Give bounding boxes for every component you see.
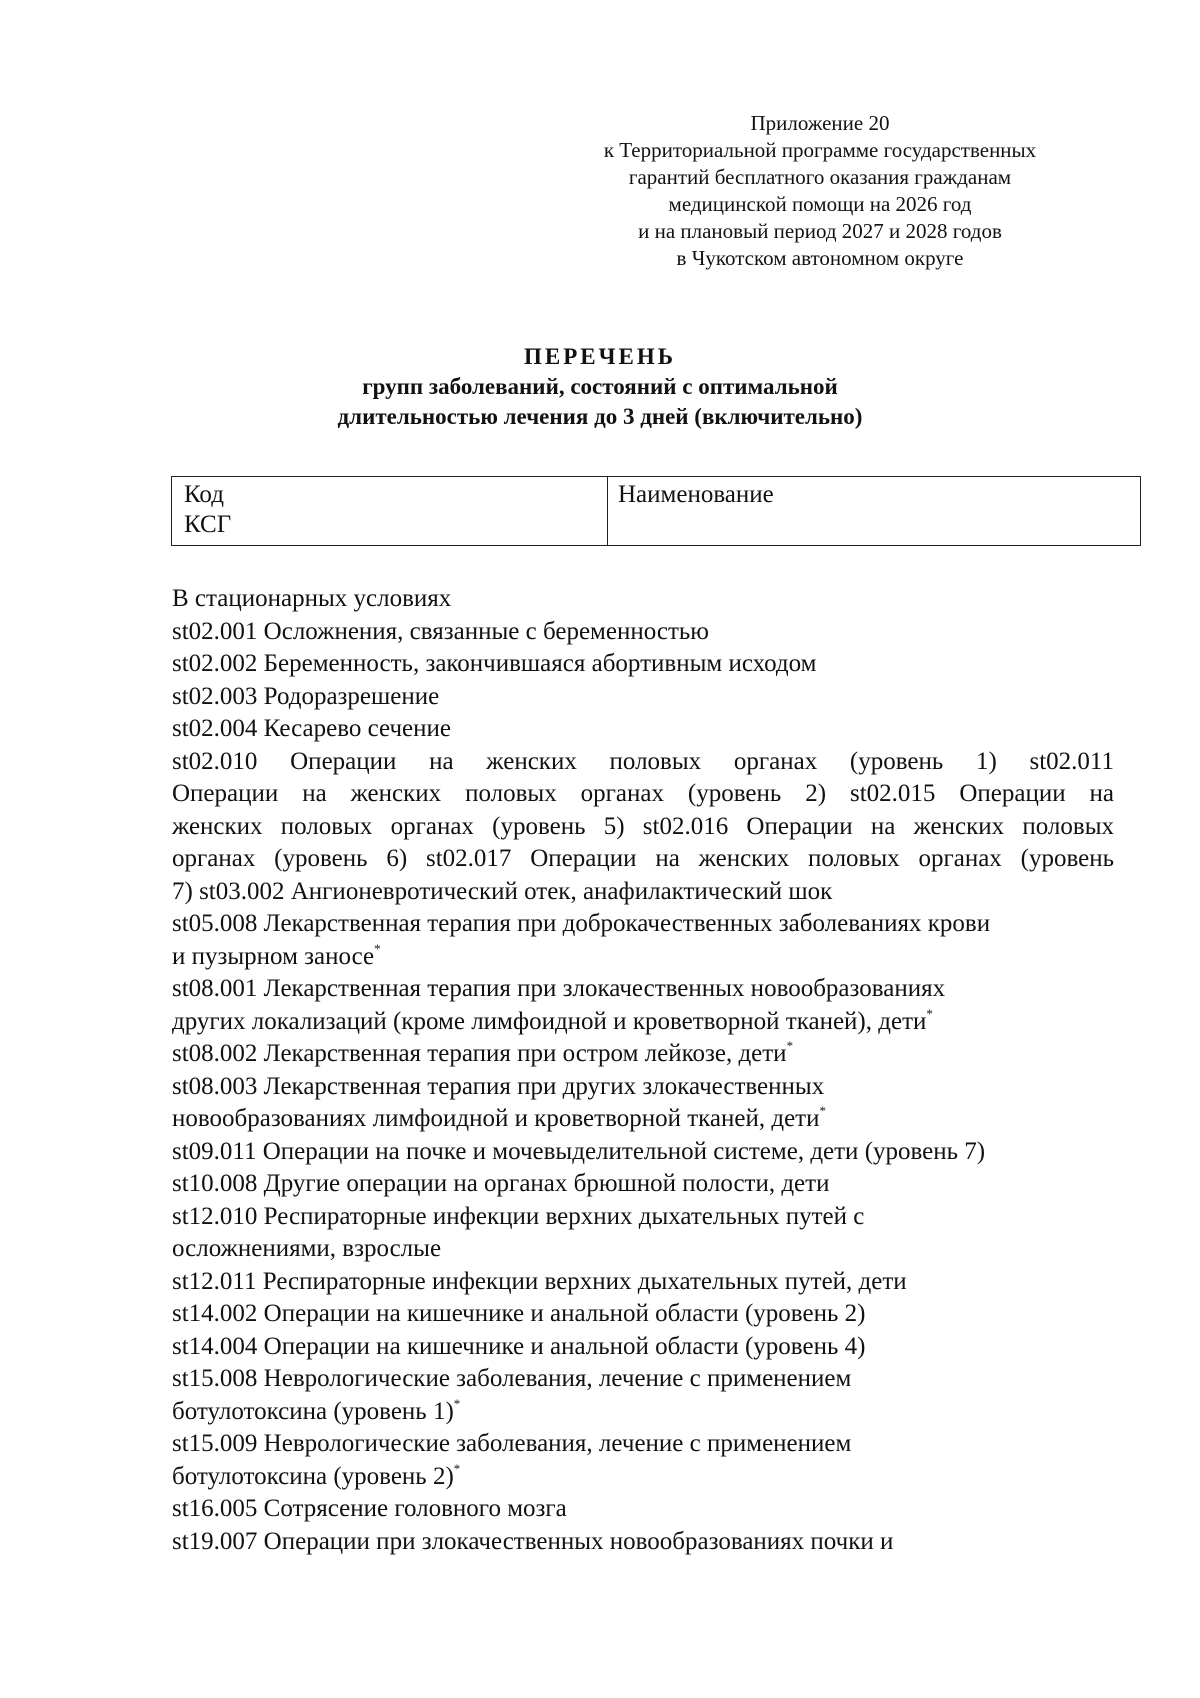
list-line-text: st05.008 Лекарственная терапия при доброкачественных заболеваниях крови: [172, 910, 991, 937]
appendix-line: медицинской помощи на 2026 год: [668, 192, 972, 216]
list-line-text: Операции на женских половых органах (уровень 2) st02.015 Операции на: [172, 780, 1114, 807]
list-line-text: st19.007 Операции при злокачественных новообразованиях почки и: [172, 1527, 894, 1555]
list-line: [172, 1363, 1114, 1396]
list-line: [172, 1461, 1114, 1494]
list-line: [172, 746, 1114, 779]
title-subline: групп заболеваний, состояний с оптимальной: [362, 374, 838, 399]
header-code-label: Код: [184, 481, 224, 508]
list-line-text: st08.003 Лекарственная терапия при других злокачественных: [172, 1072, 825, 1100]
list-line-text: st12.011 Респираторные инфекции верхних дыхательных путей, дети: [172, 1267, 907, 1295]
list-line-text: st15.008 Неврологические заболевания, лечение с применением: [172, 1365, 852, 1392]
appendix-line: к Территориальной программе государственных: [603, 138, 1037, 162]
list-line: [172, 908, 1114, 941]
list-line: [172, 941, 1114, 974]
list-line: [172, 973, 1114, 1006]
footnote-asterisk: *: [819, 1103, 826, 1118]
list-line: [172, 1331, 1114, 1364]
header-name-label: Наименование: [618, 481, 774, 508]
list-line-text: 7) st03.002 Ангионевротический отек, анафилактический шок: [172, 877, 833, 905]
list-line-text: других локализаций (кроме лимфоидной и кроветворной тканей), дети: [172, 1007, 927, 1035]
list-line: [172, 648, 1114, 681]
list-line-text: и пузырном заносе: [172, 942, 375, 970]
list-line-text: st02.004 Кесарево сечение: [172, 715, 451, 742]
list-line: [172, 713, 1114, 746]
header-cell-code: [172, 477, 608, 545]
appendix-line: в Чукотском автономном округе: [676, 246, 964, 270]
list-line: [172, 681, 1114, 714]
list-line-text: ботулотоксина (уровень 1): [172, 1397, 454, 1425]
list-line: [172, 1136, 1114, 1169]
list-line-text: st14.002 Операции на кишечнике и анальной области (уровень 2): [172, 1300, 866, 1327]
list-line-text: st02.003 Родоразрешение: [172, 682, 440, 710]
list-line: [172, 1201, 1114, 1234]
list-line: [172, 843, 1114, 876]
list-line-text: женских половых органах (уровень 5) st02.016 Операции на женских половых: [172, 812, 1114, 840]
list-line-text: ботулотоксина (уровень 2): [172, 1462, 454, 1490]
list-line: [172, 1396, 1114, 1429]
list-line: [172, 1038, 1114, 1071]
appendix-line: Приложение 20: [750, 111, 890, 135]
footnote-asterisk: *: [453, 1395, 461, 1411]
appendix-line: гарантий бесплатного оказания гражданам: [628, 165, 1012, 189]
ksg-list: [172, 583, 1114, 1558]
footnote-asterisk: *: [374, 940, 381, 956]
list-line: [172, 1233, 1114, 1266]
footnote-asterisk: *: [786, 1038, 794, 1053]
list-line: [172, 1006, 1114, 1039]
list-line-text: st12.010 Респираторные инфекции верхних дыхательных путей с: [172, 1202, 865, 1230]
list-line-text: st09.011 Операции на почке и мочевыделительной системе, дети (уровень 7): [172, 1137, 986, 1165]
title-subline: длительностью лечения до 3 дней (включительно): [337, 404, 863, 429]
list-line-text: новообразованиях лимфоидной и кроветворной тканей, дети: [172, 1105, 820, 1132]
list-line: [172, 1493, 1114, 1526]
list-line-text: В стационарных условиях: [172, 585, 452, 612]
list-line-text: st16.005 Сотрясение головного мозга: [172, 1495, 567, 1522]
appendix-header: [560, 110, 1080, 272]
list-line: [172, 583, 1114, 616]
list-line: [172, 811, 1114, 844]
list-line: [172, 1266, 1114, 1299]
list-line-text: st02.001 Осложнения, связанные с беременностью: [172, 617, 709, 645]
list-line-text: осложнениями, взрослые: [172, 1235, 442, 1262]
header-code-label: КСГ: [184, 511, 232, 538]
list-line-text: st14.004 Операции на кишечнике и анальной области (уровень 4): [172, 1332, 866, 1360]
document-title: [170, 342, 1030, 432]
list-line: [172, 1168, 1114, 1201]
footnote-asterisk: *: [453, 1460, 461, 1476]
list-line-text: органах (уровень 6) st02.017 Операции на женских половых органах (уровень: [172, 845, 1114, 872]
footnote-asterisk: *: [926, 1005, 933, 1021]
list-line: [172, 876, 1114, 909]
title-heading: ПЕРЕЧЕНЬ: [524, 344, 676, 369]
list-line: [172, 1071, 1114, 1104]
list-line-text: st02.002 Беременность, закончившаяся абортивным исходом: [172, 650, 817, 677]
appendix-line: и на плановый период 2027 и 2028 годов: [638, 219, 1002, 243]
list-line-text: st08.002 Лекарственная терапия при остром лейкозе, дети: [172, 1040, 787, 1067]
list-line: [172, 778, 1114, 811]
list-line: [172, 616, 1114, 649]
header-table: [171, 476, 1141, 546]
list-line-text: st08.001 Лекарственная терапия при злокачественных новообразованиях: [172, 975, 946, 1002]
list-line-text: st15.009 Неврологические заболевания, лечение с применением: [172, 1430, 852, 1457]
list-line-text: st02.010 Операции на женских половых органах (уровень 1) st02.011: [172, 747, 1114, 775]
header-cell-name: [608, 477, 1140, 545]
list-line: [172, 1298, 1114, 1331]
list-line-text: st10.008 Другие операции на органах брюшной полости, дети: [172, 1170, 830, 1197]
list-line: [172, 1103, 1114, 1136]
list-line: [172, 1428, 1114, 1461]
list-line: [172, 1526, 1114, 1559]
